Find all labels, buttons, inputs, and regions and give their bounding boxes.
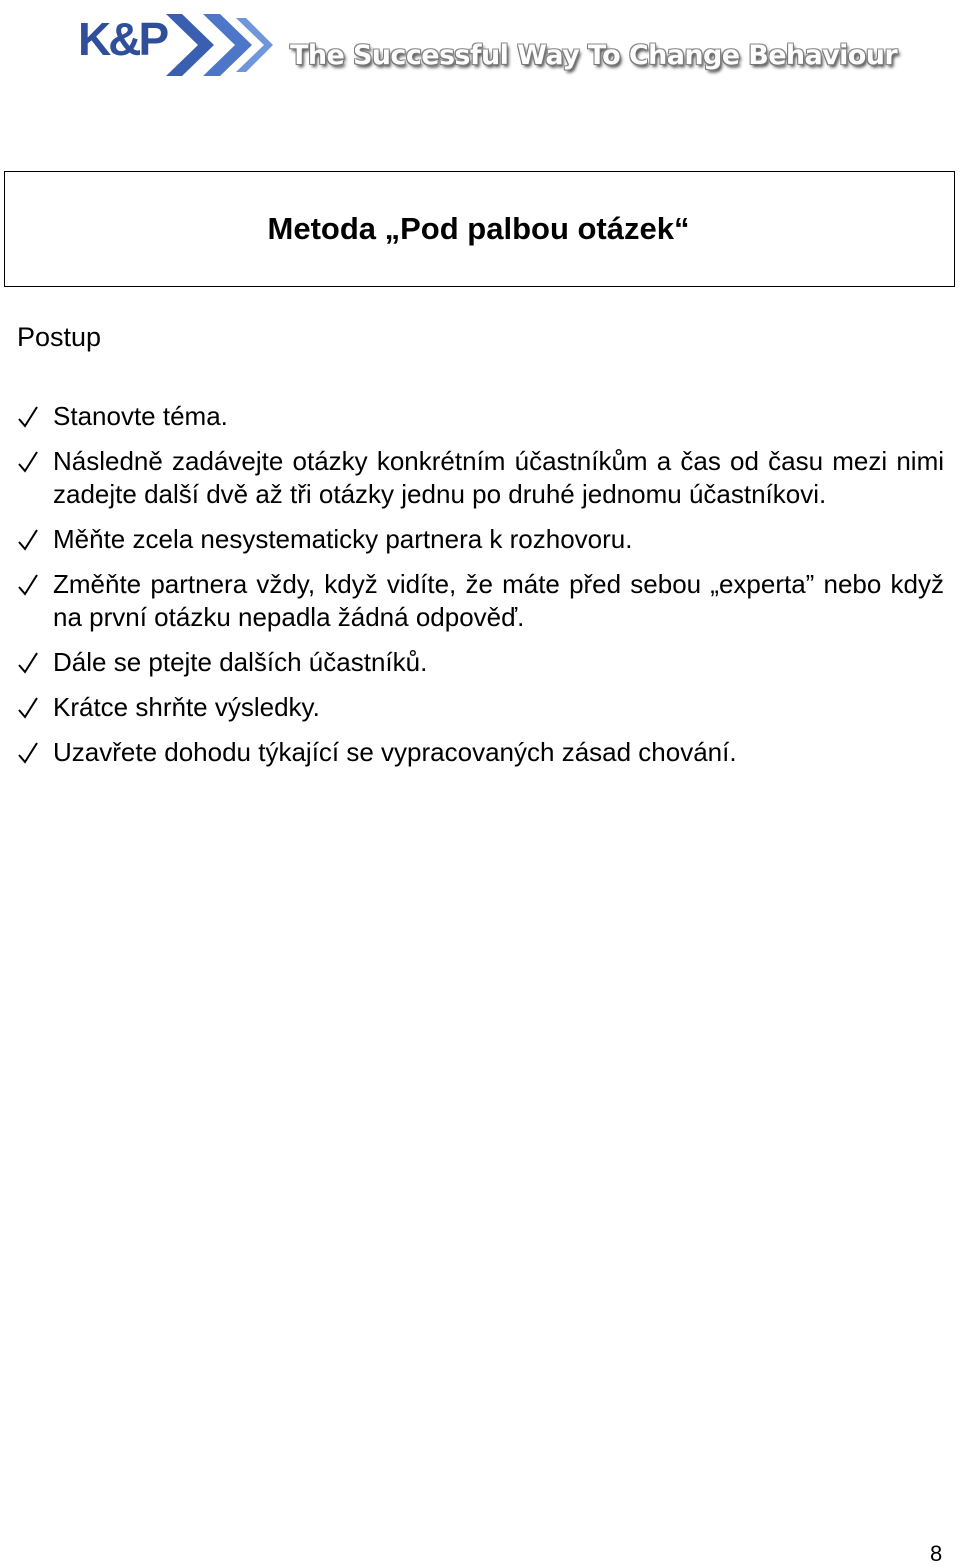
list-item (0, 568, 960, 634)
logo-wordmark: K&P (78, 13, 167, 65)
page-number: 8 (930, 1541, 943, 1566)
checkmark-icon (17, 691, 39, 724)
list-item (0, 691, 960, 724)
step-text: Uzavřete dohodu týkající se vypracovaných zásad chování. (53, 737, 737, 767)
steps-list (0, 400, 960, 781)
step-text: Dále se ptejte dalších účastníků. (53, 647, 428, 677)
checkmark-icon (17, 568, 39, 601)
step-text: Následně zadávejte otázky konkrétním účastníkům a čas od času mezi nimi zadejte další dvě až tři otázky jednu po druhé jednomu účastníkovi. (53, 446, 944, 509)
list-item (0, 400, 960, 433)
checkmark-icon (17, 646, 39, 679)
section-heading: Postup (17, 322, 102, 352)
page-title: Metoda „Pod palbou otázek“ (267, 211, 690, 246)
tagline: The Successful Way To Change Behaviour (290, 40, 898, 71)
list-item (0, 445, 960, 511)
step-text: Měňte zcela nesystematicky partnera k rozhovoru. (53, 524, 633, 554)
step-text: Změňte partnera vždy, když vidíte, že máte před sebou „experta” nebo když na první otázku nepadla žádná odpověď. (53, 569, 944, 632)
checkmark-icon (17, 400, 39, 433)
header (0, 0, 960, 100)
title-box (4, 171, 955, 287)
checkmark-icon (17, 523, 39, 556)
list-item (0, 736, 960, 769)
list-item (0, 523, 960, 556)
step-text: Stanovte téma. (53, 401, 228, 431)
list-item (0, 646, 960, 679)
step-text: Krátce shrňte výsledky. (53, 692, 320, 722)
double-chevron-icon (166, 14, 273, 76)
checkmark-icon (17, 445, 39, 478)
checkmark-icon (17, 736, 39, 769)
